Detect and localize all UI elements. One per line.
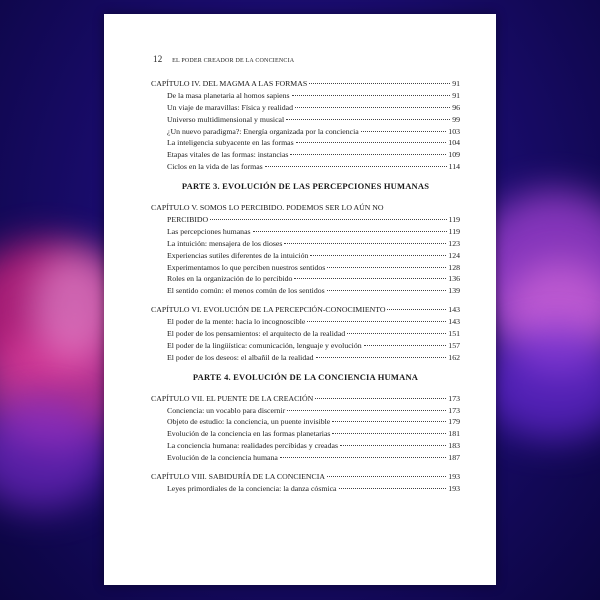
dot-leader — [294, 278, 446, 279]
table-of-contents — [151, 78, 460, 495]
dot-leader — [290, 154, 446, 155]
toc-entry-page: 187 — [448, 453, 460, 463]
dot-leader — [296, 142, 447, 143]
dot-leader — [253, 231, 447, 232]
toc-entry-page: 104 — [448, 138, 460, 148]
toc-entry-title: Evolución de la conciencia en las formas planetarias — [167, 429, 331, 439]
toc-entry — [151, 340, 460, 352]
toc-entry — [151, 452, 460, 464]
chapter-5-entries — [151, 226, 460, 297]
toc-entry-page: 179 — [448, 417, 460, 427]
chapter-5-heading-line1: CAPÍTULO V. SOMOS LO PERCIBIDO. PODEMOS SER LO AÚN NO — [151, 203, 384, 213]
chapter-5-heading-line2: PERCIBIDO 119 — [167, 215, 460, 225]
toc-entry-title: La inteligencia subyacente en las formas — [167, 138, 294, 148]
toc-entry-page: 173 — [448, 405, 460, 415]
toc-entry-page: 103 — [448, 126, 460, 136]
toc-entry — [151, 273, 460, 285]
dot-leader — [364, 345, 447, 346]
chapter-8-heading: CAPÍTULO VIII. SABIDURÍA DE LA CONCIENCIA 193 — [151, 472, 460, 482]
toc-entry — [151, 137, 460, 149]
toc-entry — [151, 126, 460, 138]
book-page — [104, 14, 496, 585]
toc-entry-page: 193 — [448, 483, 460, 493]
dot-leader — [287, 410, 446, 411]
chapter-8-entries — [151, 483, 460, 495]
toc-entry — [151, 149, 460, 161]
toc-entry-title: El poder de los pensamientos: el arquitecto de la realidad — [167, 329, 346, 339]
toc-entry-title: La conciencia humana: realidades percibidas y creadas — [167, 441, 339, 451]
toc-entry-title: ¿Un nuevo paradigma?: Energía organizada por la conciencia — [167, 126, 359, 136]
part-4-heading: PARTE 4. EVOLUCIÓN DE LA CONCIENCIA HUMANA — [192, 371, 419, 382]
chapter-6-heading: CAPÍTULO VI. EVOLUCIÓN DE LA PERCEPCIÓN-CONOCIMIENTO 143 — [151, 305, 460, 315]
dot-leader — [361, 131, 447, 132]
page-number: 12 — [153, 54, 163, 64]
running-title: EL PODER CREADOR DE LA CONCIENCIA — [172, 58, 295, 64]
dot-leader — [332, 421, 446, 422]
toc-entry — [151, 285, 460, 297]
dot-leader — [280, 457, 446, 458]
toc-entry-page: 128 — [448, 262, 460, 272]
dot-leader — [265, 166, 447, 167]
toc-entry-page: 183 — [448, 441, 460, 451]
toc-entry-page: 181 — [448, 429, 460, 439]
toc-entry-page: 99 — [452, 114, 460, 124]
toc-entry-page: 91 — [452, 90, 460, 100]
toc-entry-page: 157 — [448, 340, 460, 350]
toc-entry-title: Universo multidimensional y musical — [167, 114, 285, 124]
toc-entry — [151, 250, 460, 262]
toc-entry-page: 136 — [448, 274, 460, 284]
toc-entry — [151, 483, 460, 495]
toc-entry — [151, 352, 460, 364]
toc-entry-title: Un viaje de maravillas: Física y realidad — [167, 102, 294, 112]
toc-entry-page: 123 — [448, 238, 460, 248]
chapter-7-entries — [151, 405, 460, 464]
toc-entry-page: 151 — [448, 329, 460, 339]
toc-entry-title: Leyes primordiales de la conciencia: la danza cósmica — [167, 483, 337, 493]
dot-leader — [295, 107, 450, 108]
dot-leader — [316, 357, 447, 358]
toc-entry-title: El poder de la mente: hacia lo incognoscible — [167, 317, 306, 327]
toc-entry-title: De la masa planetaria al homos sapiens — [167, 90, 290, 100]
toc-entry-title: Ciclos en la vida de las formas — [167, 162, 263, 172]
toc-entry-title: Evolución de la conciencia humana — [167, 453, 278, 463]
dot-leader — [332, 433, 446, 434]
part-3-heading: PARTE 3. EVOLUCIÓN DE LAS PERCEPCIONES HUMANAS — [181, 181, 430, 192]
chapter-7-heading: CAPÍTULO VII. EL PUENTE DE LA CREACIÓN 173 — [151, 393, 460, 403]
toc-entry — [151, 405, 460, 417]
toc-entry — [151, 440, 460, 452]
toc-entry-page: 96 — [452, 102, 460, 112]
dot-leader — [307, 321, 446, 322]
dot-leader — [327, 267, 446, 268]
toc-entry-page: 119 — [448, 226, 460, 236]
dot-leader — [310, 255, 446, 256]
toc-entry — [151, 238, 460, 250]
toc-entry-title: Experiencias sutiles diferentes de la intuición — [167, 250, 309, 260]
toc-entry-page: 109 — [448, 150, 460, 160]
toc-entry-page: 143 — [448, 317, 460, 327]
toc-entry-title: Conciencia: un vocablo para discernir — [167, 405, 286, 415]
toc-entry — [151, 262, 460, 274]
chapter-4-entries — [151, 90, 460, 173]
dot-leader — [292, 95, 451, 96]
dot-leader — [339, 488, 447, 489]
toc-entry-title: El poder de la lingüística: comunicación, lenguaje y evolución — [167, 340, 362, 350]
toc-entry-title: Roles en la organización de lo percibido — [167, 274, 293, 284]
dot-leader — [284, 243, 446, 244]
toc-entry-title: El sentido común: el menos común de los sentidos — [167, 286, 325, 296]
toc-entry-title: Etapas vitales de las formas: instancias — [167, 150, 289, 160]
cloud-right-3 — [480, 330, 600, 440]
chapter-4-heading: CAPÍTULO IV. DEL MAGMA A LAS FORMAS 91 — [151, 79, 460, 88]
toc-entry — [151, 416, 460, 428]
toc-entry-page: 162 — [448, 352, 460, 362]
toc-entry-title: El poder de los deseos: el albañil de la realidad — [167, 352, 314, 362]
toc-entry-title: Experimentamos lo que perciben nuestros sentidos — [167, 262, 326, 272]
chapter-6-entries — [151, 316, 460, 364]
toc-entry-page: 114 — [448, 162, 460, 172]
dot-leader — [347, 333, 446, 334]
toc-entry — [151, 226, 460, 238]
toc-entry-title: Objeto de estudio: la conciencia, un puente invisible — [167, 417, 331, 427]
dot-leader — [286, 119, 450, 120]
dot-leader — [327, 290, 447, 291]
toc-entry — [151, 90, 460, 102]
toc-entry — [151, 316, 460, 328]
running-header — [153, 54, 294, 64]
toc-entry-title: La intuición: mensajera de los dioses — [167, 238, 283, 248]
dot-leader — [340, 445, 446, 446]
toc-entry-title: Las percepciones humanas — [167, 226, 251, 236]
toc-entry — [151, 328, 460, 340]
toc-entry-page: 139 — [448, 286, 460, 296]
toc-entry — [151, 114, 460, 126]
toc-entry-page: 124 — [448, 250, 460, 260]
toc-entry — [151, 102, 460, 114]
toc-entry — [151, 161, 460, 173]
toc-entry — [151, 428, 460, 440]
